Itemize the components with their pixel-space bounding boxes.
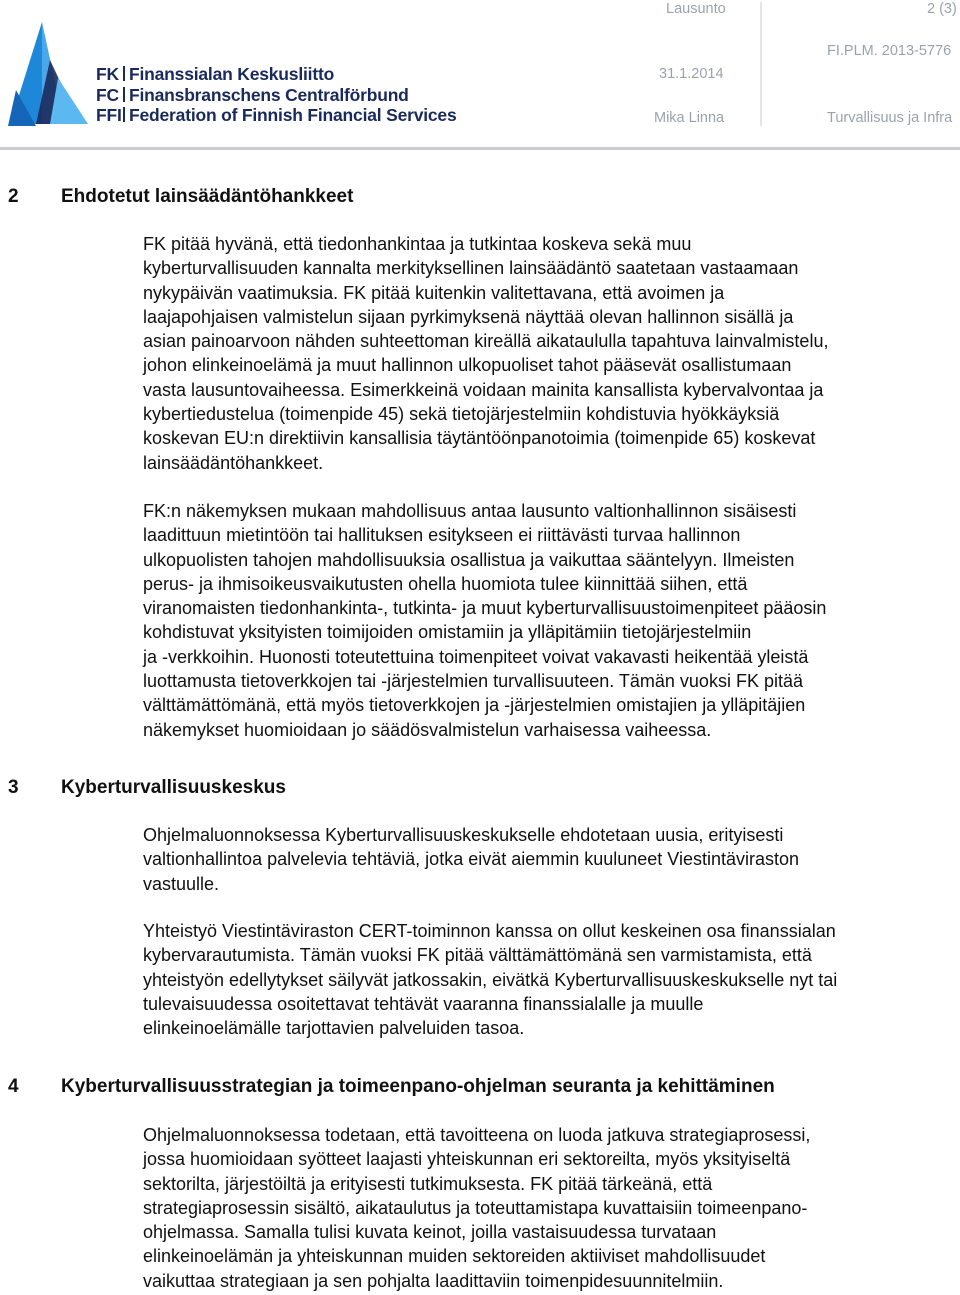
- paragraph: FK:n näkemyksen mukaan mahdollisuus antaa lausunto valtionhallinnon sisäisesti laadittuun mietintöön tai hallituksen esitykseen ei riittävästi turvaa hallinnon ulkopuolisten tahojen mahdollisuuksia osallistua ja vaikuttaa sääntelyyn. Ilmeisten perus- ja ihmisoikeusvaikutusten ohella huomiota tulee kiinnittää siihen, että viranomaisten tiedonhankinta-, tutkinta- ja muut kyberturvallisuustoimenpiteet pääosin kohdistuvat yksityisten toimijoiden omistamiin ja ylläpitämiin tietojärjestelmiin ja -verkkoihin. Huonosti toteutettuina toimenpiteet voivat vakavasti heikentää yleistä luottamusta tietoverkkojen tai -järjestelmien turvallisuuteen. Tämän vuoksi FK pitää välttämättömänä, että myös tietoverkkojen ja -järjestelmien omistajien ja ylläpitäjien näkemykset huomioidaan jo säädösvalmistelun varhaisessa vaiheessa.: [143, 501, 827, 740]
- section-heading: 3 Kyberturvallisuuskeskus: [8, 777, 286, 798]
- section-heading: 2 Ehdotetut lainsäädäntöhankkeet: [8, 186, 354, 207]
- paragraph: Ohjelmaluonnoksessa Kyberturvallisuuskeskukselle ehdotetaan uusia, erityisesti valtionhallintoa palvelevia tehtäviä, jotka eivät aiemmin kuuluneet Viestintäviraston vastuulle.: [143, 825, 800, 894]
- paragraph: Yhteistyö Viestintäviraston CERT-toiminnon kanssa on ollut keskeinen osa finanssialan kybervarautumista. Tämän vuoksi FK pitää välttämättömänä sen varmistamista, että yhteistyön edellytykset säilyvät jatkossakin, eivätkä Kyberturvallisuuskeskukselle nyt tai tulevaisuudessa osoitettavat tehtävät vaaranna finanssialalle ja muulle elinkeinoelämälle tarjottavien palveluiden tasoa.: [143, 921, 838, 1039]
- paragraph: FK pitää hyvänä, että tiedonhankintaa ja tutkintaa koskeva sekä muu kyberturvallisuuden kannalta merkityksellinen lainsäädäntö saatetaan vastaamaan nykypäivän vaatimuksia. FK pitää kuitenkin valitettavana, että avoimen ja laajapohjaisen valmistelun sijaan pyrkimyksenä näyttää olevan hallinnon sisällä ja asian painoarvoon nähden suhteettoman kireällä aikataululla tapahtuva lainvalmistelu, johon elinkeinoelämä ja muut hallinnon ulkopuoliset tahot pääsevät osallistumaan vasta lausuntovaiheessa. Esimerkkeinä voidaan mainita kansallista kybervalvontaa ja kybertiedustelua (toimenpide 45) sekä tietojärjestelmiin kohdistuvia hyökkäyksiä koskevan EU:n direktiivin kansallisia täytäntöönpanotoimia (toimenpide 65) koskevat lainsäädäntöhankkeet.: [143, 234, 829, 473]
- header-rule: [0, 147, 960, 150]
- section-heading: 4 Kyberturvallisuusstrategian ja toimeenpano-ohjelman seuranta ja kehittäminen: [8, 1076, 775, 1097]
- logo-line-ffi: FFI Federation of Finnish Financial Services: [96, 105, 457, 125]
- pyramid-logo-icon: [6, 20, 90, 128]
- paragraph: Ohjelmaluonnoksessa todetaan, että tavoitteena on luoda jatkuva strategiaprosessi, jossa huomioidaan syötteet laajasti yhteiskunnan eri sektoreilta, myös yksityiseltä sektorilta, järjestöiltä ja erityisesti tutkimuksesta. FK pitää tärkeänä, että strategiaprosessin sisältö, aikataulutus ja toteuttamistapa kuvattaisiin toimeenpano- ohjelmassa. Samalla tulisi kuvata keinot, joilla vastaisuudessa turvataan elinkeinoelämän ja yhteiskunnan muiden sektoreiden aktiiviset mahdollisuudet vaikuttaa strategiaan ja sen pohjalta laadittaviin toimenpidesuunnitelmiin.: [143, 1125, 811, 1291]
- organization-logo: [6, 20, 457, 132]
- unit-name: Turvallisuus ja Infra: [827, 110, 953, 126]
- document-date: 31.1.2014: [659, 66, 724, 82]
- header-divider: [760, 2, 762, 126]
- reference-number: FI.PLM. 2013-5776: [827, 43, 952, 59]
- page-number: 2 (3): [927, 1, 957, 17]
- document-type: Lausunto: [666, 1, 726, 17]
- logo-line-fc: FC Finansbranschens Centralförbund: [96, 84, 409, 105]
- logo-line-fk: FK Finanssialan Keskusliitto: [96, 64, 335, 84]
- author-name: Mika Linna: [654, 110, 725, 126]
